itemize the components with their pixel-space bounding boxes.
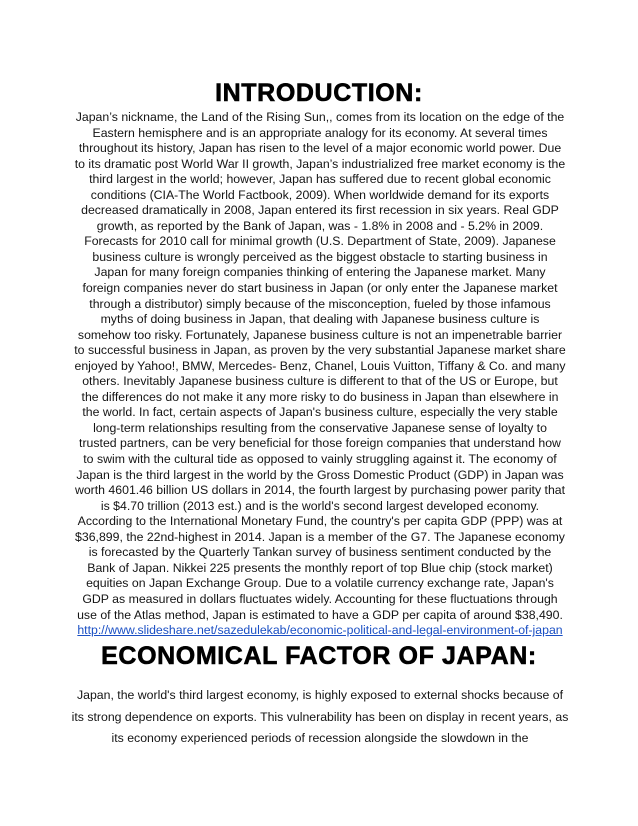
introduction-section bbox=[74, 110, 566, 639]
introduction-heading: INTRODUCTION: bbox=[215, 79, 423, 107]
economical-factor-heading: ECONOMICAL FACTOR OF JAPAN: bbox=[101, 642, 537, 670]
introduction-paragraph: Japan’s nickname, the Land of the Rising Sun,, comes from its location on the edge of the Eastern hemisphere and is an appropriate analogy for its economy. At several times throughout its history, Japan has risen to the level of a major economic world power. Due to its dramatic post World War II growth, Japan’s industrialized free market economy is the third largest in the world; however, Japan has suffered due to recent global economic conditions (CIA-The World Factbook, 2009). When worldwide demand for its exports decreased dramatically in 2008, Japan entered its first recession in six years. Real GDP growth, as reported by the Bank of Japan, was - 1.8% in 2008 and - 5.2% in 2009. Forecasts for 2010 call for minimal growth (U.S. Department of State, 2009). Japanese business culture is wrongly perceived as the biggest obstacle to starting business in Japan for many foreign companies thinking of entering the Japanese market. Many foreign companies never do start business in Japan (or only enter the Japanese market through a distributor) simply because of the misconception, fueled by those infamous myths of doing business in Japan, that dealing with Japanese business culture is somehow too risky. Fortunately, Japanese business culture is not an impenetrable barrier to successful business in Japan, as proven by the very substantial Japanese market share enjoyed by Yahoo!, BMW, Mercedes- Benz, Chanel, Louis Vuitton, Tiffany & Co. and many others. Inevitably Japanese business culture is different to that of the US or Europe, but the differences do not make it any more risky to do business in Japan than elsewhere in the world. In fact, certain aspects of Japan's business culture, especially the very stable long-term relationships resulting from the conservative Japanese sense of loyalty to trusted partners, can be very beneficial for those foreign companies that understand how to swim with the cultural tide as opposed to vainly struggling against it. The economy of Japan is the third largest in the world by the Gross Domestic Product (GDP) in Japan was worth 4601.46 billion US dollars in 2014, the fourth largest by purchasing power parity that is $4.70 trillion (2013 est.) and is the world's second largest developed economy. According to the International Monetary Fund, the country's per capita GDP (PPP) was at $36,899, the 22nd-highest in 2014. Japan is a member of the G7. The Japanese economy is forecasted by the Quarterly Tankan survey of business sentiment conducted by the Bank of Japan. Nikkei 225 presents the monthly report of top Blue chip (stock market) equities on Japan Exchange Group. Due to a volatile currency exchange rate, Japan's GDP as measured in dollars fluctuates widely. Accounting for these fluctuations through use of the Atlas method, Japan is estimated to have a GDP per capita of around $38,490. bbox=[74, 110, 566, 622]
economical-factor-paragraph: Japan, the world's third largest economy, is highly exposed to external shocks because of its strong dependence on exports. This vulnerability has been on display in recent years, as its economy experienced periods of recession alongside the slowdown in the bbox=[71, 688, 569, 745]
source-link[interactable]: http://www.slideshare.net/sazedulekab/economic-political-and-legal-environment-of-japan bbox=[77, 623, 563, 638]
